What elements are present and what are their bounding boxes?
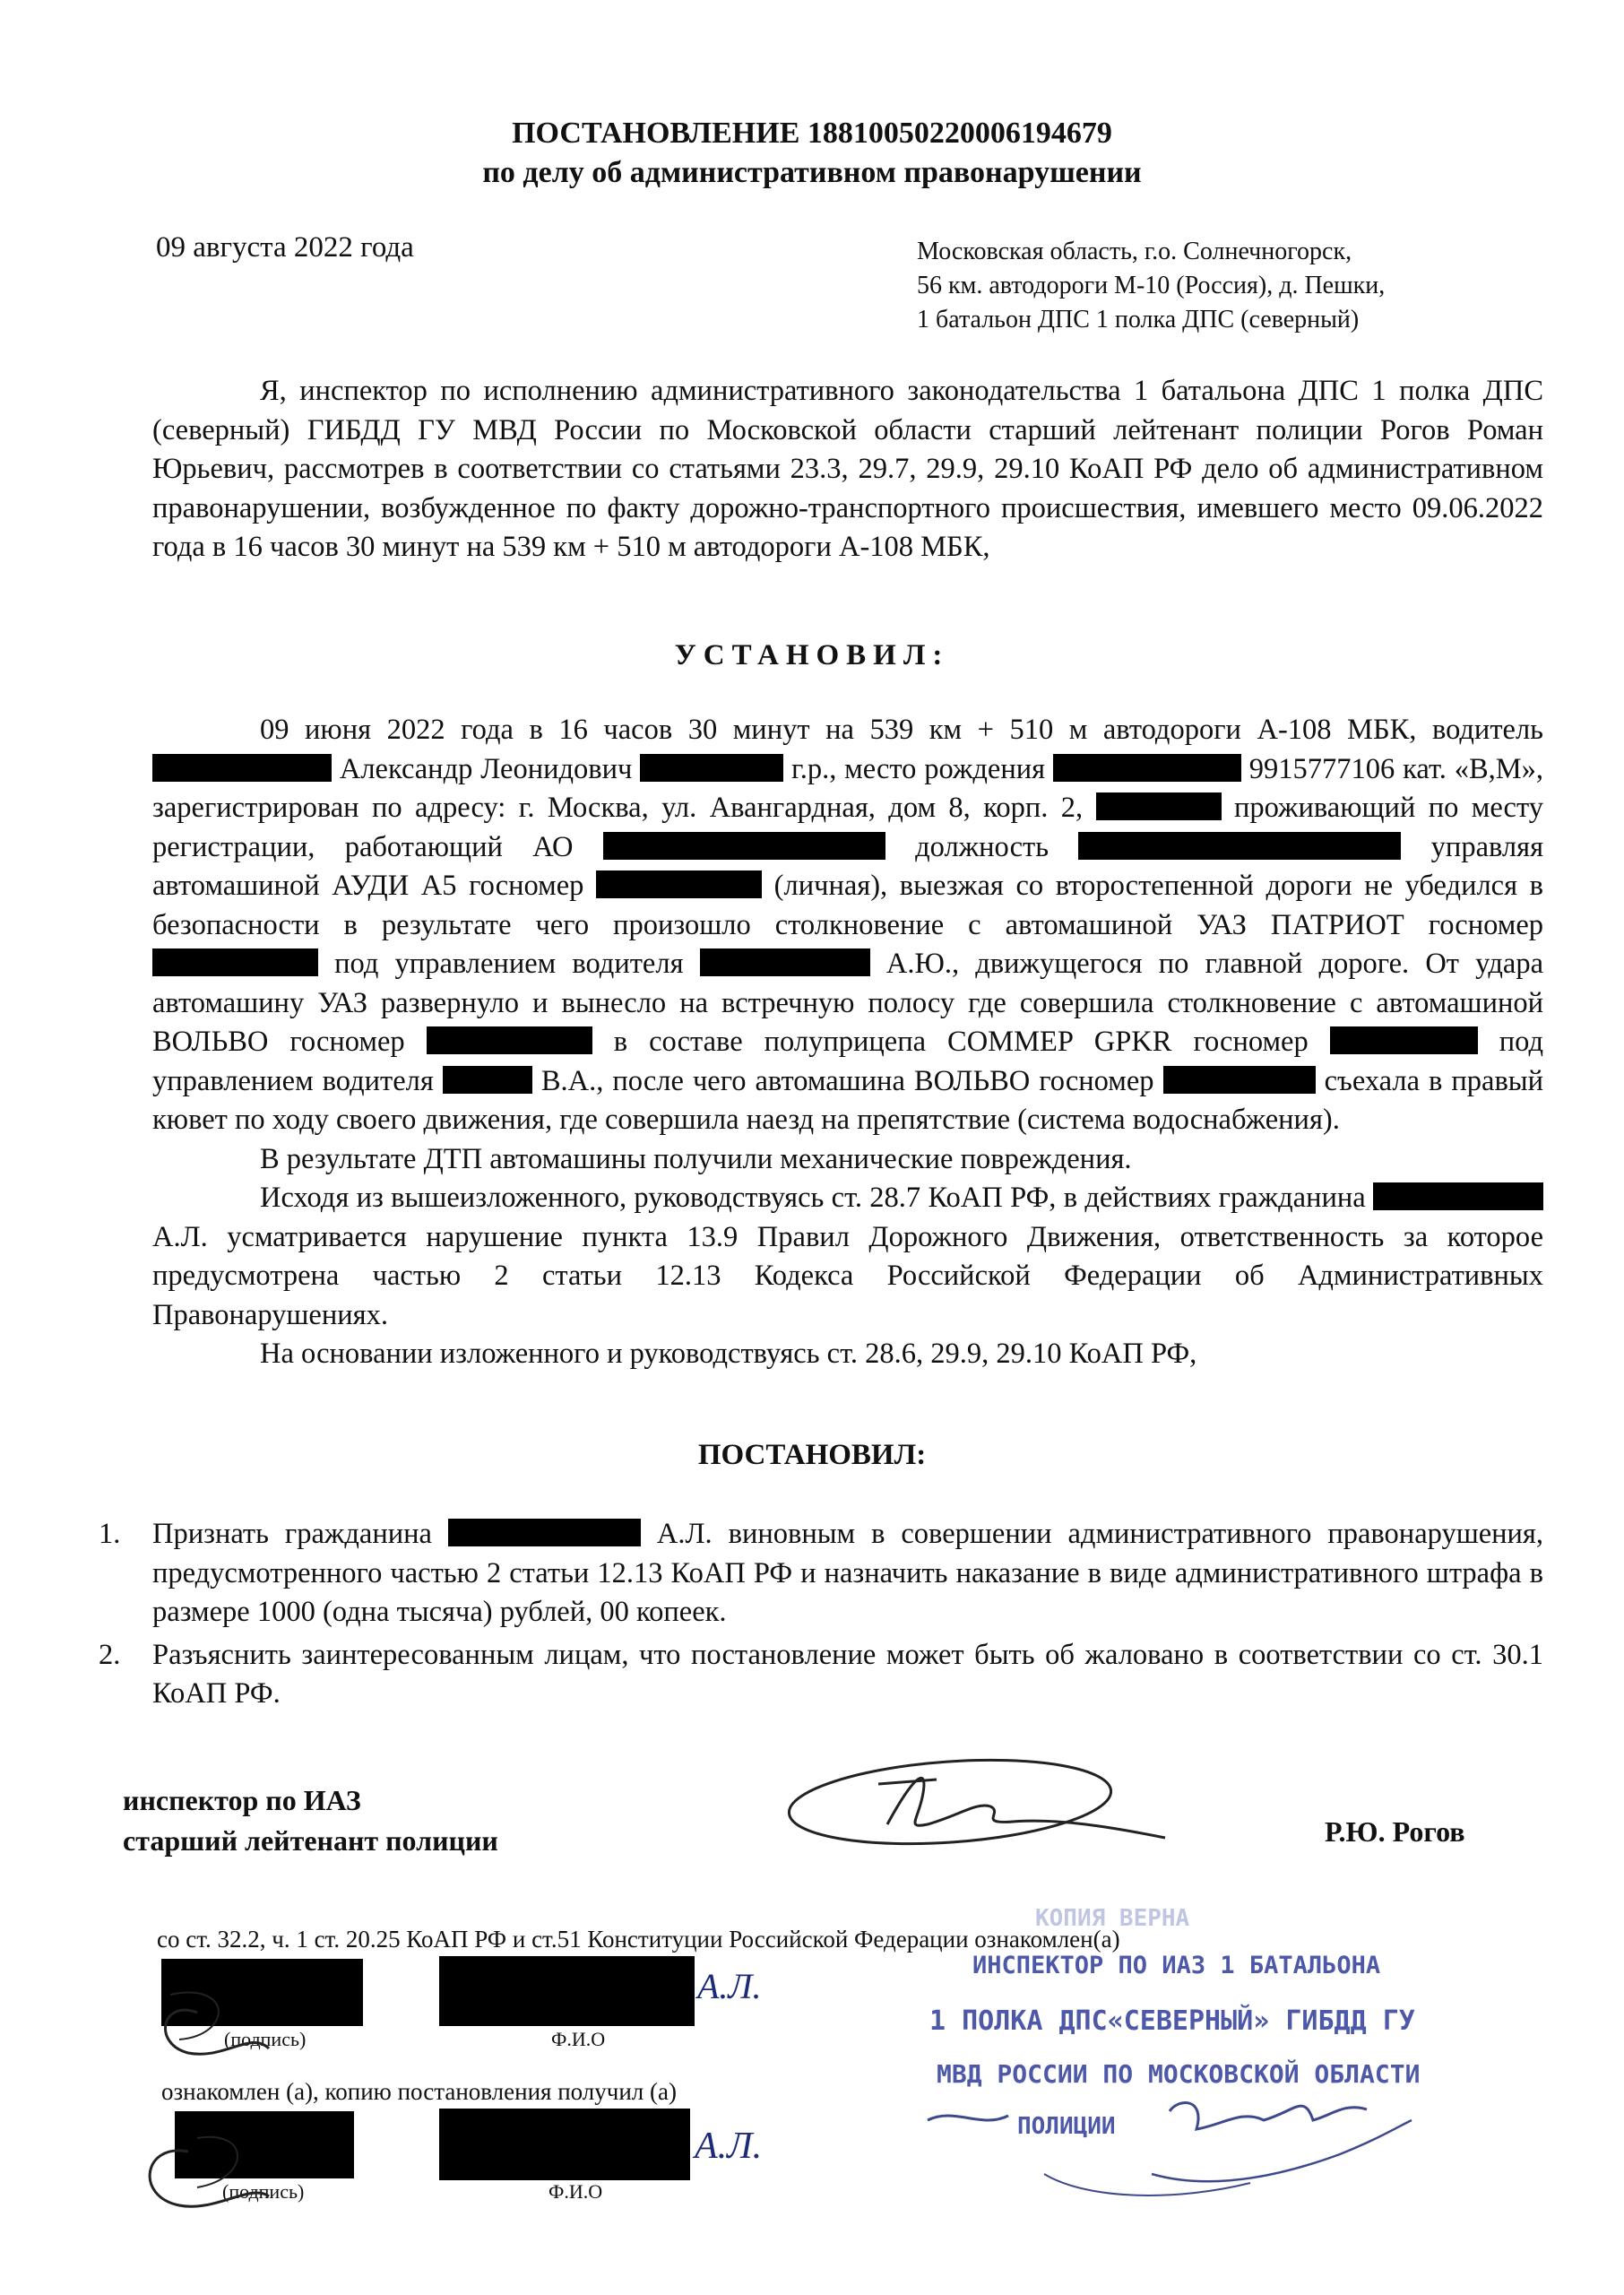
redaction-block <box>596 870 762 898</box>
redaction-block <box>1053 754 1241 782</box>
stamp-signature <box>910 1905 1456 2237</box>
redaction-block <box>152 948 318 976</box>
stamp-line: МВД РОССИИ ПО МОСКОВСКОЙ ОБЛАСТИ <box>937 2059 1421 2089</box>
document-title: ПОСТАНОВЛЕНИЕ 18810050220006194679 <box>512 117 1112 150</box>
redaction-block <box>1373 1182 1543 1210</box>
list-item: 1. Признать гражданина А.Л. виновным в совершении административного правонарушения, предусмотренного частью 2 статьи 12.13 КоАП РФ и назначить наказание в виде административного штрафа в размере 1000 (одна тысяча) рублей, 00 копеек. <box>99 1515 1543 1632</box>
signer-rank: старший лейтенант полиции <box>123 1824 498 1857</box>
acknowledgement-signatures <box>125 1945 663 2232</box>
facts-section <box>152 711 1543 1374</box>
stamp-line: 1 ПОЛКА ДПС«СЕВЕРНЫЙ» ГИБДД ГУ <box>929 2005 1415 2037</box>
list-number: 1. <box>99 1518 121 1550</box>
signer-role: инспектор по ИАЗ <box>123 1784 361 1816</box>
facts-paragraph: На основании изложенного и руководствуясь ст. 28.6, 29.9, 29.10 КоАП РФ, <box>260 1338 1197 1370</box>
redaction-block <box>640 754 783 782</box>
signature-label: (подпись) <box>222 2180 305 2203</box>
redaction-block <box>1078 832 1401 860</box>
redaction-block <box>443 1066 532 1094</box>
facts-paragraph: 09 июня 2022 года в 16 часов 30 минут на 539 км + 510 м автодороги А-108 МБК, водитель Александр Леонидович г.р., место рождения 9915777106 кат. «В,М», зарегистрирован по адресу: г. Москва, ул. Авангардная, дом 8, корп. 2, проживающий по месту регистрации, работающий АО должность управляя автомашиной АУДИ А5 госномер (личная), выезжая со второстепенной дороги не убедился в безопасности в результате чего произошло столкновение с автомашиной УАЗ ПАТРИОТ госномер под управлением водителя А.Ю., движущегося по главной дороге. От удара автомашину УАЗ развернуло и вынесло на встречную полосу где совершила столкновение с автомашиной ВОЛЬВО госномер в составе полуприцепа COMMEP GPKR госномер под управлением водителя В.А., после чего автомашина ВОЛЬВО госномер съехала в правый кювет по ходу своего движения, где совершила наезд на препятствие (система водоснабжения). <box>152 714 1544 1136</box>
inspector-signature <box>771 1739 1201 1883</box>
stamp-line: ПОЛИЦИИ <box>1017 2113 1116 2140</box>
list-item: 2. Разъяснить заинтересованным лицам, что постановление может быть об жаловано в соответствии со ст. 30.1 КоАП РФ. <box>99 1636 1543 1714</box>
list-number: 2. <box>99 1638 121 1671</box>
acknowledgement-line-1: со ст. 32.2, ч. 1 ст. 20.25 КоАП РФ и ст.51 Конституции Российской Федерации ознакомлен(а) <box>157 1926 1120 1953</box>
document-subtitle: по делу об административном правонарушении <box>482 156 1142 189</box>
stamp-line: ИНСПЕКТОР ПО ИАЗ 1 БАТАЛЬОНА <box>972 1952 1381 1979</box>
decision-list <box>99 1515 1543 1718</box>
handwritten-initials: А.Л. <box>697 1966 762 2006</box>
acknowledgement-line-2: ознакомлен (а), копию постановления получил (а) <box>161 2078 677 2105</box>
redaction-block <box>427 1026 592 1054</box>
place-line: 1 батальон ДПС 1 полка ДПС (северный) <box>917 306 1360 333</box>
section-heading-postanovil: ПОСТАНОВИЛ: <box>697 1439 927 1471</box>
section-heading-ustanovil: УСТАНОВИЛ: <box>674 639 950 671</box>
redaction-block <box>603 832 885 860</box>
intro-paragraph: Я, инспектор по исполнению административного законодательства 1 батальона ДПС 1 полка ДПС (северный) ГИБДД ГУ МВД России по Московской области старший лейтенант полиции Рогов Роман Юрьевич, рассмотрев в соответствии со статьями 23.3, 29.7, 29.9, 29.10 КоАП РФ дело об административном правонарушении, возбужденное по факту дорожно-транспортного происшествия, имевшего место 09.06.2022 года в 16 часов 30 минут на 539 км + 510 м автодороги А-108 МБК, <box>152 375 1543 563</box>
official-stamp <box>910 1905 1456 2237</box>
fio-label: Ф.И.О <box>551 2028 606 2050</box>
redaction-block <box>152 754 332 782</box>
redaction-block <box>448 1519 641 1546</box>
redaction-block <box>1163 1066 1316 1094</box>
stamp-line: КОПИЯ ВЕРНА <box>1035 1905 1190 1932</box>
facts-paragraph: Исходя из вышеизложенного, руководствуясь ст. 28.7 КоАП РФ, в действиях гражданина А.Л. усматривается нарушение пункта 13.9 Правил Дорожного Движения, ответственность за которое предусмотрена частью 2 статьи 12.13 Кодекса Российской Федерации об Административных Правонарушениях. <box>152 1182 1543 1331</box>
handwritten-initials: А.Л. <box>695 2126 763 2167</box>
signer-name: Р.Ю. Рогов <box>1325 1815 1465 1848</box>
document-place <box>917 235 1385 337</box>
redaction-block <box>1330 1026 1478 1054</box>
facts-paragraph: В результате ДТП автомашины получили механические повреждения. <box>260 1142 1132 1175</box>
place-line: Московская область, г.о. Солнечногорск, <box>917 238 1352 265</box>
fio-label: Ф.И.О <box>549 2180 603 2203</box>
redaction-block <box>1096 792 1222 820</box>
redaction-block <box>700 948 870 976</box>
signature-label: (подпись) <box>224 2028 307 2050</box>
document-date: 09 августа 2022 года <box>156 231 414 264</box>
place-line: 56 км. автодороги М-10 (Россия), д. Пешки, <box>917 272 1386 299</box>
